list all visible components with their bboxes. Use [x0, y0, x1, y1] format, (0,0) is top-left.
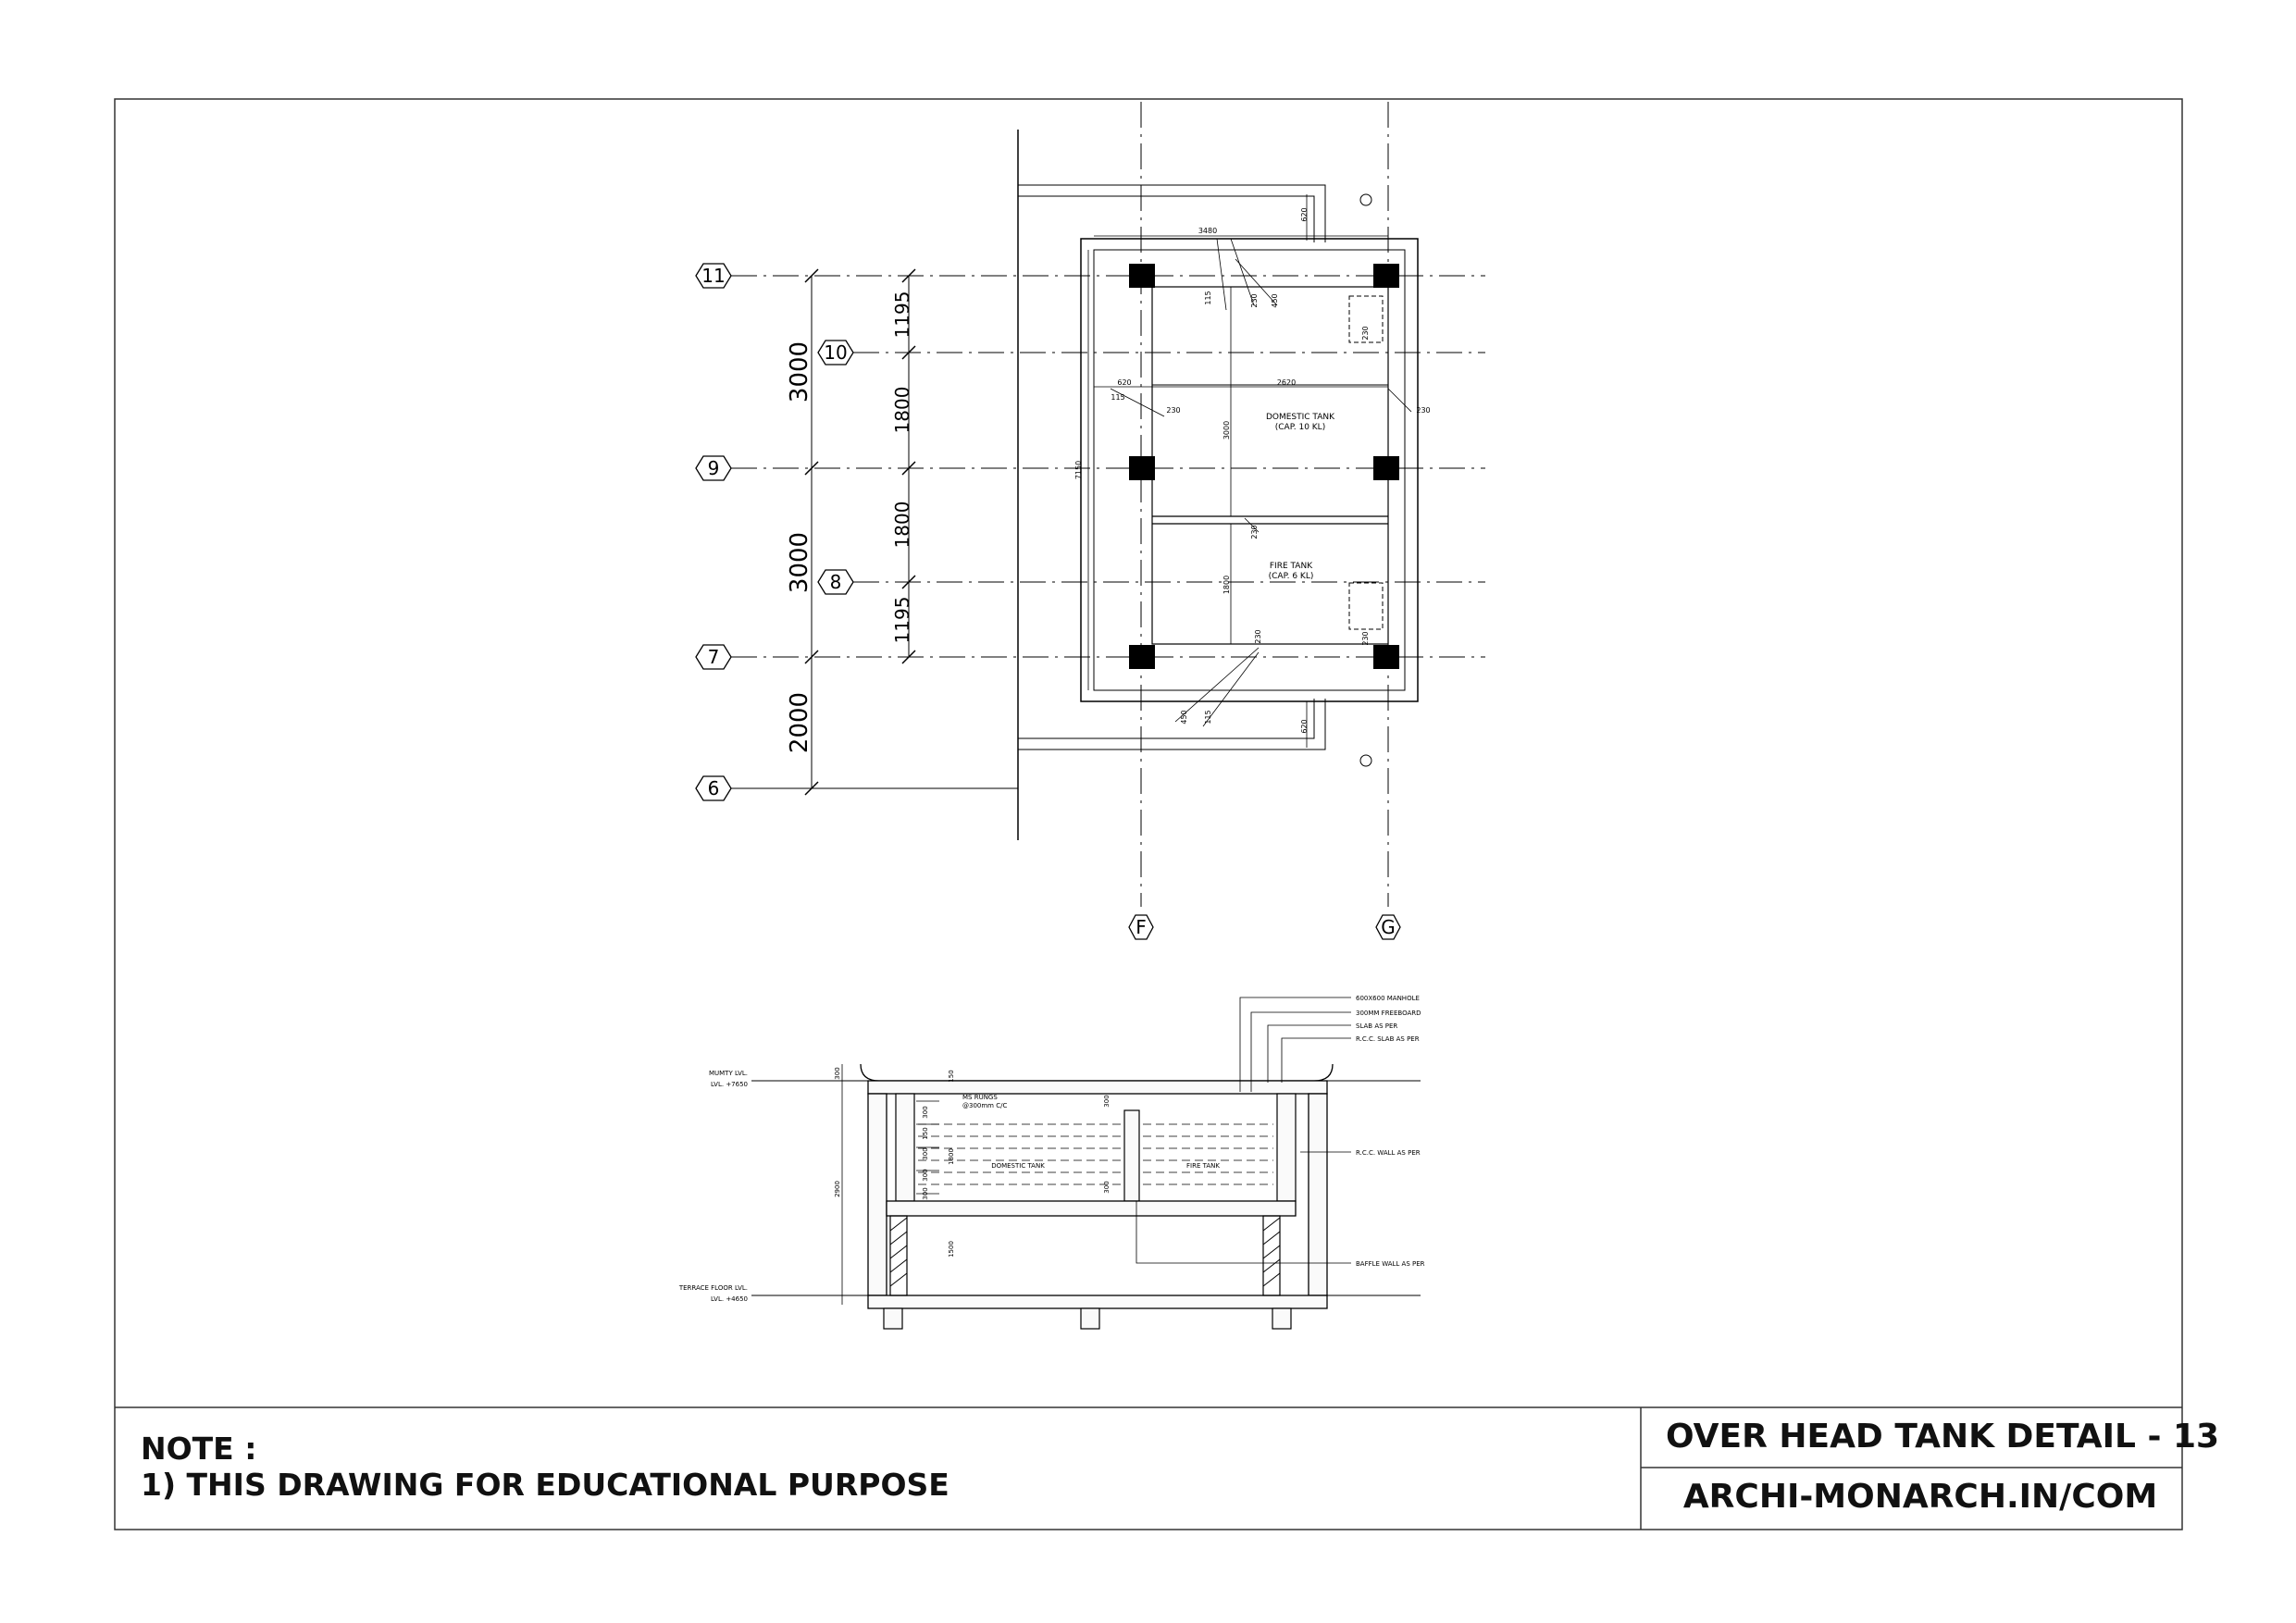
inner-dim: 1195	[891, 596, 913, 644]
small-dim: 230	[1361, 326, 1370, 341]
row-grid-label: 9	[707, 457, 720, 479]
callout: 600X600 MANHOLE	[1356, 995, 1420, 1002]
inner-dim: 1195	[891, 291, 913, 339]
plan-row-grid-labels	[701, 265, 847, 799]
top-dim: 3480	[1198, 227, 1218, 235]
small-dim: 620	[1300, 719, 1309, 734]
inner-dim: 1800	[891, 501, 913, 549]
column-grid-label: G	[1381, 916, 1396, 938]
website-label: ARCHI-MONARCH.IN/COM	[1682, 1478, 2158, 1516]
outer-dim: 3000	[786, 341, 813, 403]
fire-tank-label: FIRE TANK	[1269, 562, 1313, 571]
domestic-tank-label: DOMESTIC TANK	[1265, 413, 1335, 422]
small-dim: 1800	[1222, 575, 1231, 595]
note-line: 1) THIS DRAWING FOR EDUCATIONAL PURPOSE	[141, 1467, 949, 1503]
section-tank-label: DOMESTIC TANK	[991, 1162, 1045, 1170]
small-dim: 230	[1250, 525, 1259, 539]
fire-tank-cap: (CAP. 6 KL)	[1268, 572, 1314, 581]
section-dim: 1500	[948, 1241, 955, 1258]
section-dim: 300	[922, 1106, 929, 1119]
inner-dim: 1800	[891, 386, 913, 434]
note-title: NOTE :	[141, 1431, 257, 1467]
level-top-name: MUMTY LVL.	[708, 1070, 748, 1077]
level-bottom-value: LVL. +4650	[711, 1295, 748, 1303]
callout: BAFFLE WALL AS PER	[1356, 1260, 1425, 1268]
section-view	[751, 1064, 1421, 1329]
section-water-lines	[918, 1124, 1273, 1184]
callout: 300MM FREEBOARD	[1356, 1010, 1421, 1017]
section-dim: 300	[834, 1067, 841, 1080]
section-dim: 300	[1103, 1095, 1111, 1108]
plan-column-grid-lines	[1141, 102, 1388, 907]
small-dim: 230	[1361, 631, 1370, 646]
section-tank-label: FIRE TANK	[1186, 1162, 1220, 1170]
overall-dim: 7150	[1074, 460, 1083, 480]
plan-columns	[1129, 264, 1399, 669]
small-dim: 115	[1111, 393, 1125, 402]
small-dim: 230	[1416, 406, 1431, 415]
section-dim: 300	[922, 1147, 929, 1160]
rungs-spacing: @300mm C/C	[962, 1102, 1008, 1109]
plan-view	[731, 102, 1485, 907]
plan-tank-labels	[1266, 413, 1335, 581]
domestic-tank-cap: (CAP. 10 KL)	[1274, 423, 1326, 432]
section-dim: 150	[922, 1127, 929, 1140]
plan-column-grid-labels	[1136, 916, 1396, 938]
callout: R.C.C. SLAB AS PER	[1356, 1035, 1420, 1043]
section-dim: 300	[922, 1187, 929, 1200]
row-grid-label: 6	[707, 777, 720, 799]
column-grid-label: F	[1136, 916, 1147, 938]
section-dim: 2900	[834, 1181, 841, 1197]
mid-dim: 2620	[1276, 378, 1297, 387]
small-dim: 450	[1180, 710, 1188, 725]
small-dim: 115	[1204, 291, 1212, 305]
callout: R.C.C. WALL AS PER	[1356, 1149, 1421, 1157]
row-grid-label: 7	[707, 646, 720, 668]
rungs-label: MS RUNGS	[962, 1094, 998, 1101]
plan-section-markers	[1360, 194, 1371, 766]
small-dim: 230	[1166, 406, 1181, 415]
section-dim: 300	[922, 1169, 929, 1182]
drawing-title: OVER HEAD TANK DETAIL - 13	[1666, 1418, 2220, 1456]
small-dim: 3000	[1222, 420, 1231, 440]
plan-outer-dimensions	[786, 341, 813, 753]
outer-dim: 3000	[786, 531, 813, 594]
level-bottom-name: TERRACE FLOOR LVL.	[678, 1284, 748, 1292]
callout: SLAB AS PER	[1356, 1022, 1398, 1030]
level-top-value: LVL. +7650	[711, 1081, 748, 1088]
small-dim: 450	[1271, 293, 1279, 308]
small-dim: 620	[1117, 378, 1132, 387]
row-grid-label: 10	[824, 341, 848, 364]
small-dim: 620	[1300, 207, 1309, 222]
plan-column-grid-bubbles	[1129, 915, 1400, 939]
row-grid-label: 11	[701, 265, 726, 287]
sheet-border	[115, 99, 2220, 1530]
section-dim: 150	[948, 1070, 955, 1083]
small-dim: 115	[1204, 710, 1212, 725]
small-dim: 230	[1254, 629, 1262, 644]
section-dim: 300	[1103, 1181, 1111, 1194]
section-dim: 1800	[948, 1148, 955, 1165]
small-dim: 230	[1250, 293, 1259, 308]
row-grid-label: 8	[829, 571, 842, 593]
outer-dim: 2000	[786, 691, 813, 754]
